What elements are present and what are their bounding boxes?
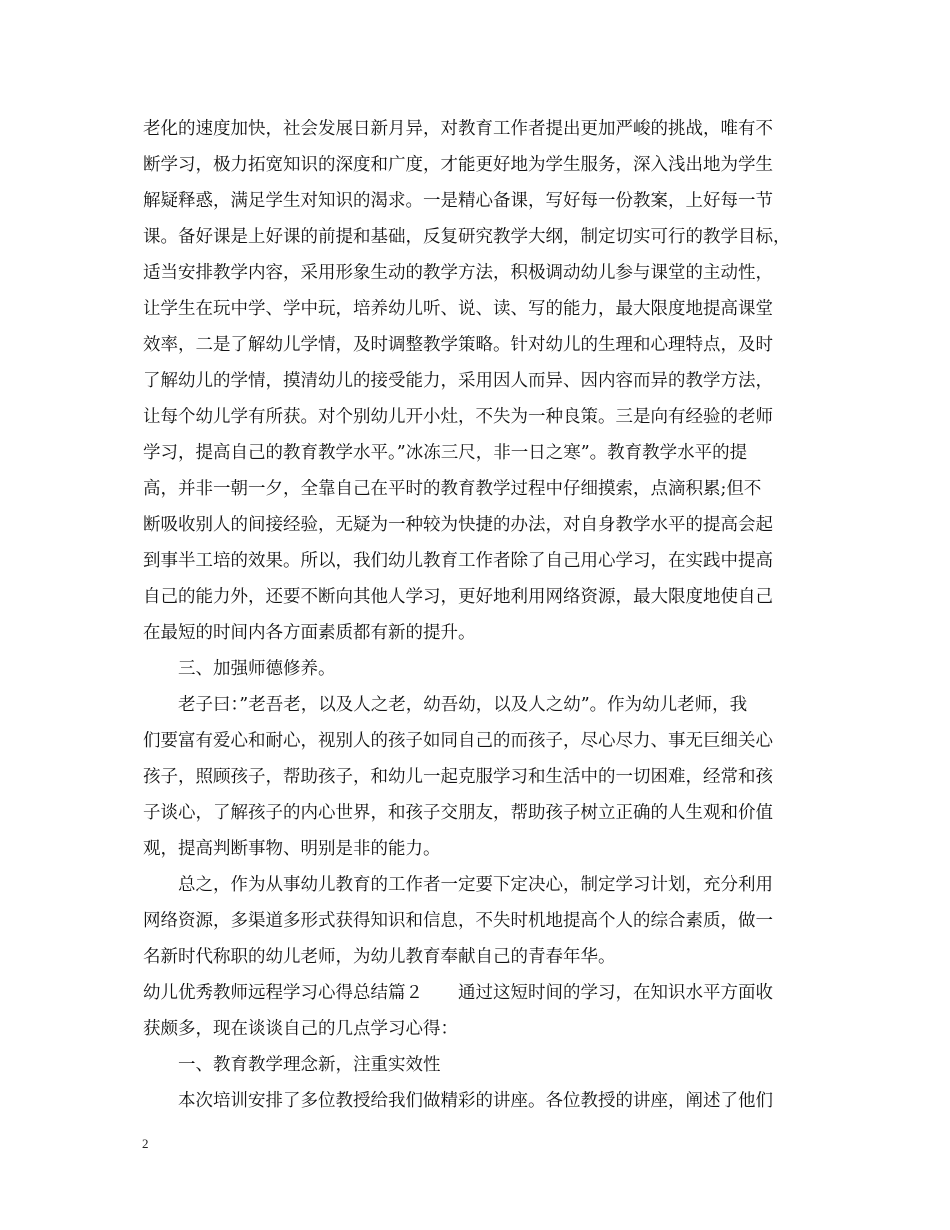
text-line: 让学生在玩中学、学中玩，培养幼儿听、说、读、写的能力，最大限度地提高课堂 — [143, 299, 773, 319]
text-line: 学习，提高自己的教育教学水平。”冰冻三尺，非一日之寒”。教育教学水平的提 — [143, 443, 748, 463]
text-line: 孩子，照顾孩子，帮助孩子，和幼儿一起克服学习和生活中的一切困难，经常和孩 — [143, 767, 773, 787]
article-title-line: 幼儿优秀教师远程学习心得总结篇２ 通过这短时间的学习，在知识水平方面收 — [143, 983, 773, 1003]
text-line: 断吸收别人的间接经验，无疑为一种较为快捷的办法，对自身教学水平的提高会起 — [143, 515, 773, 535]
text-line: 们要富有爱心和耐心，视别人的孩子如同自己的而孩子，尽心尽力、事无巨细关心 — [143, 731, 773, 751]
page-number: 2 — [142, 1136, 149, 1151]
text-line: 了解幼儿的学情，摸清幼儿的接受能力，采用因人而异、因内容而异的教学方法， — [143, 371, 773, 391]
text-line: 到事半工培的效果。所以，我们幼儿教育工作者除了自己用心学习，在实践中提高 — [143, 551, 773, 571]
text-line: 断学习，极力拓宽知识的深度和广度，才能更好地为学生服务，深入浅出地为学生 — [143, 155, 773, 175]
text-line: 解疑释惑，满足学生对知识的渴求。一是精心备课，写好每一份教案，上好每一节 — [143, 191, 773, 211]
text-line: 高，并非一朝一夕，全靠自己在平时的教育教学过程中仔细摸索，点滴积累;但不 — [143, 479, 762, 499]
text-line: 让每个幼儿学有所获。对个别幼儿开小灶，不失为一种良策。三是向有经验的老师 — [143, 407, 773, 427]
text-line: 网络资源，多渠道多形式获得知识和信息，不失时机地提高个人的综合素质，做一 — [143, 911, 773, 931]
text-line: 名新时代称职的幼儿老师，为幼儿教育奉献自己的青春年华。 — [143, 947, 616, 967]
text-line: 在最短的时间内各方面素质都有新的提升。 — [143, 623, 476, 643]
section-heading: 一、教育教学理念新，注重实效性 — [178, 1055, 441, 1075]
text-line: 效率，二是了解幼儿学情，及时调整教学策略。针对幼儿的生理和心理特点，及时 — [143, 335, 773, 355]
text-line: 总之，作为从事幼儿教育的工作者一定要下定决心，制定学习计划，充分利用 — [178, 875, 773, 895]
text-line: 本次培训安排了多位教授给我们做精彩的讲座。各位教授的讲座，阐述了他们 — [178, 1091, 773, 1111]
text-line: 课。备好课是上好课的前提和基础，反复研究教学大纲，制定切实可行的教学目标， — [143, 227, 791, 247]
text-line: 老子曰：”老吾老，以及人之老，幼吾幼，以及人之幼”。作为幼儿老师，我 — [178, 695, 748, 715]
text-line: 适当安排教学内容，采用形象生动的教学方法，积极调动幼儿参与课堂的主动性， — [143, 263, 773, 283]
text-line: 观，提高判断事物、明别是非的能力。 — [143, 839, 441, 859]
section-heading: 三、加强师德修养。 — [178, 659, 336, 679]
text-line: 自己的能力外，还要不断向其他人学习，更好地利用网络资源，最大限度地使自己 — [143, 587, 773, 607]
text-line: 获颇多，现在谈谈自己的几点学习心得： — [143, 1019, 458, 1039]
text-line: 老化的速度加快，社会发展日新月异，对教育工作者提出更加严峻的挑战，唯有不 — [143, 119, 773, 139]
text-line: 子谈心，了解孩子的内心世界，和孩子交朋友，帮助孩子树立正确的人生观和价值 — [143, 803, 773, 823]
